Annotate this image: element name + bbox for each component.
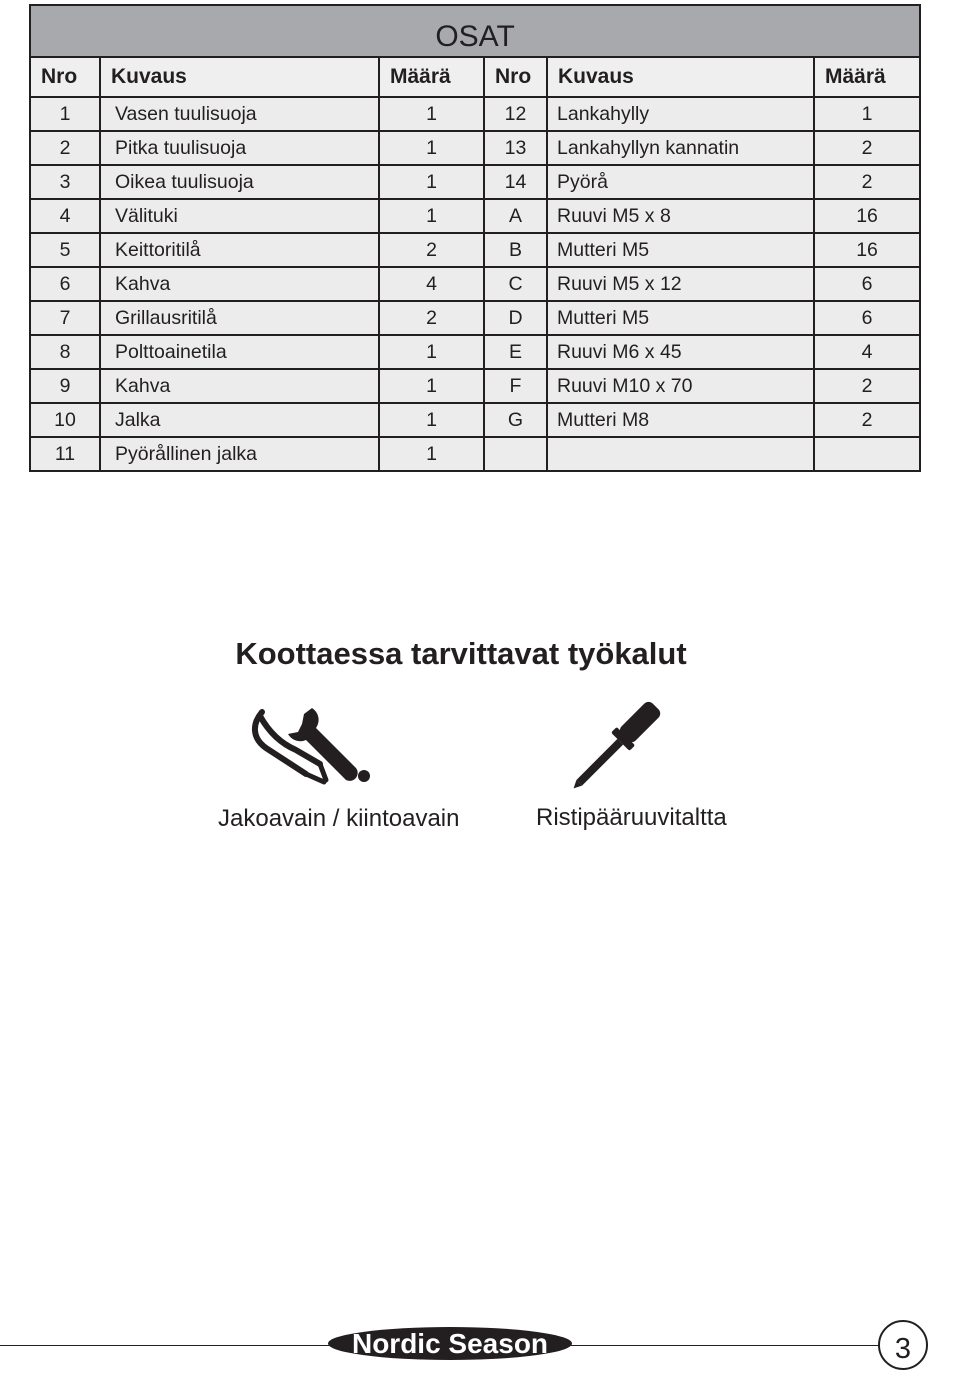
tools-heading: Koottaessa tarvittavat työkalut xyxy=(235,636,687,671)
cell-nro: 11 xyxy=(30,437,100,471)
parts-table-title: OSAT xyxy=(30,5,920,57)
cell-nro-2: A xyxy=(484,199,547,233)
screwdriver-icon xyxy=(566,698,666,794)
table-row xyxy=(30,301,920,335)
cell-kuvaus-2: Lankahylly xyxy=(547,97,814,131)
cell-kuvaus: Oikea tuulisuoja xyxy=(100,165,379,199)
table-row xyxy=(30,233,920,267)
cell-maara: 1 xyxy=(379,369,484,403)
cell-maara: 2 xyxy=(379,233,484,267)
cell-nro: 4 xyxy=(30,199,100,233)
cell-maara-2 xyxy=(814,437,920,471)
header-kuvaus-2: Kuvaus xyxy=(547,57,814,97)
cell-kuvaus: Jalka xyxy=(100,403,379,437)
cell-maara: 1 xyxy=(379,335,484,369)
header-maara: Määrä xyxy=(379,57,484,97)
cell-kuvaus: Keittoritilå xyxy=(100,233,379,267)
cell-kuvaus-2: Mutteri M5 xyxy=(547,233,814,267)
header-nro-2: Nro xyxy=(484,57,547,97)
cell-nro: 1 xyxy=(30,97,100,131)
cell-maara: 2 xyxy=(379,301,484,335)
cell-nro: 2 xyxy=(30,131,100,165)
cell-nro-2: C xyxy=(484,267,547,301)
cell-kuvaus-2: Mutteri M5 xyxy=(547,301,814,335)
cell-maara-2: 2 xyxy=(814,165,920,199)
cell-nro-2: G xyxy=(484,403,547,437)
cell-kuvaus: Grillausritilå xyxy=(100,301,379,335)
cell-kuvaus-2: Pyörå xyxy=(547,165,814,199)
cell-kuvaus-2 xyxy=(547,437,814,471)
cell-nro-2: D xyxy=(484,301,547,335)
table-row xyxy=(30,165,920,199)
table-row xyxy=(30,97,920,131)
tool-label-wrench: Jakoavain / kiintoavain xyxy=(218,805,460,832)
cell-kuvaus: Vasen tuulisuoja xyxy=(100,97,379,131)
header-kuvaus: Kuvaus xyxy=(100,57,379,97)
table-row xyxy=(30,267,920,301)
cell-maara: 1 xyxy=(379,437,484,471)
cell-nro: 3 xyxy=(30,165,100,199)
cell-kuvaus-2: Lankahyllyn kannatin xyxy=(547,131,814,165)
cell-maara-2: 6 xyxy=(814,301,920,335)
cell-kuvaus: Pitka tuulisuoja xyxy=(100,131,379,165)
table-row xyxy=(30,403,920,437)
cell-maara: 1 xyxy=(379,97,484,131)
cell-maara: 4 xyxy=(379,267,484,301)
cell-maara-2: 16 xyxy=(814,233,920,267)
cell-maara-2: 16 xyxy=(814,199,920,233)
cell-nro-2: B xyxy=(484,233,547,267)
cell-nro-2: 14 xyxy=(484,165,547,199)
table-row xyxy=(30,437,920,471)
cell-nro: 8 xyxy=(30,335,100,369)
cell-nro-2 xyxy=(484,437,547,471)
cell-nro: 5 xyxy=(30,233,100,267)
cell-nro-2: 12 xyxy=(484,97,547,131)
cell-kuvaus: Polttoainetila xyxy=(100,335,379,369)
cell-kuvaus: Välituki xyxy=(100,199,379,233)
cell-maara-2: 6 xyxy=(814,267,920,301)
cell-nro: 9 xyxy=(30,369,100,403)
cell-kuvaus: Kahva xyxy=(100,267,379,301)
cell-nro: 6 xyxy=(30,267,100,301)
cell-kuvaus-2: Ruuvi M5 x 12 xyxy=(547,267,814,301)
table-row xyxy=(30,369,920,403)
cell-kuvaus-2: Ruuvi M5 x 8 xyxy=(547,199,814,233)
cell-maara: 1 xyxy=(379,403,484,437)
cell-nro-2: E xyxy=(484,335,547,369)
cell-maara: 1 xyxy=(379,199,484,233)
parts-table xyxy=(29,4,919,480)
cell-maara: 1 xyxy=(379,165,484,199)
cell-maara-2: 2 xyxy=(814,369,920,403)
cell-kuvaus: Kahva xyxy=(100,369,379,403)
cell-nro: 10 xyxy=(30,403,100,437)
header-maara-2: Määrä xyxy=(814,57,920,97)
cell-kuvaus-2: Ruuvi M10 x 70 xyxy=(547,369,814,403)
page-number: 3 xyxy=(878,1320,928,1370)
cell-kuvaus-2: Mutteri M8 xyxy=(547,403,814,437)
cell-maara-2: 4 xyxy=(814,335,920,369)
table-row xyxy=(30,335,920,369)
cell-nro-2: F xyxy=(484,369,547,403)
table-row xyxy=(30,131,920,165)
cell-nro-2: 13 xyxy=(484,131,547,165)
cell-nro: 7 xyxy=(30,301,100,335)
cell-kuvaus-2: Ruuvi M6 x 45 xyxy=(547,335,814,369)
brand-logo-text: Nordic Season xyxy=(351,1328,549,1359)
cell-kuvaus: Pyörållinen jalka xyxy=(100,437,379,471)
cell-maara-2: 1 xyxy=(814,97,920,131)
table-row xyxy=(30,199,920,233)
header-nro: Nro xyxy=(30,57,100,97)
cell-maara-2: 2 xyxy=(814,131,920,165)
tool-label-screwdriver: Ristipääruuvitaltta xyxy=(536,804,727,831)
cell-maara-2: 2 xyxy=(814,403,920,437)
cell-maara: 1 xyxy=(379,131,484,165)
pliers-wrench-icon xyxy=(246,704,376,786)
